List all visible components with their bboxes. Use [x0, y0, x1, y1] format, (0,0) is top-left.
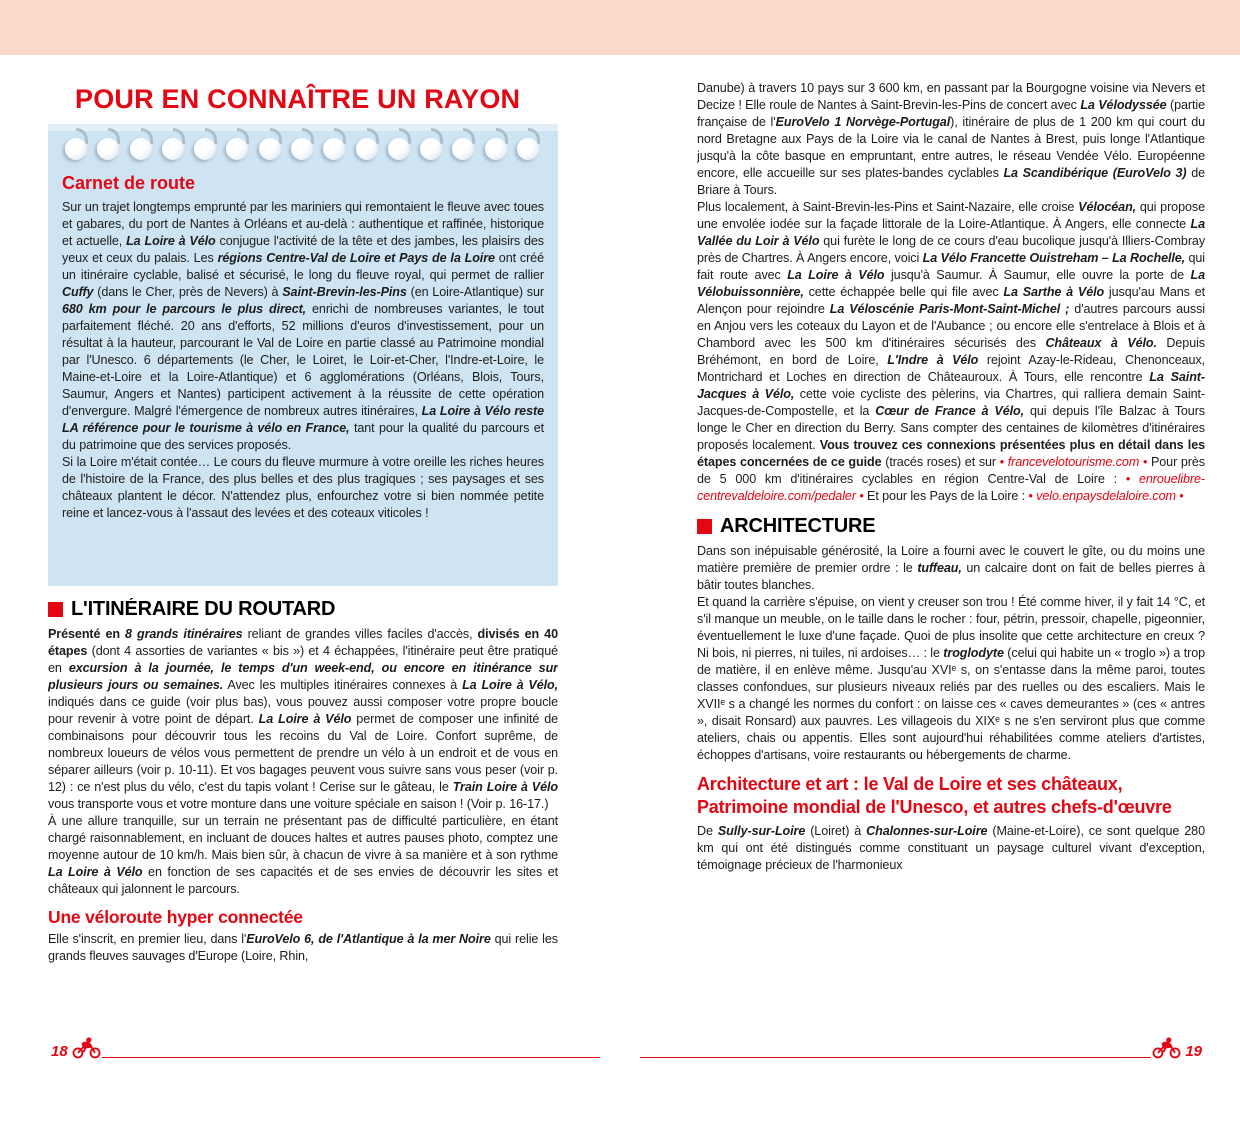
link-url[interactable]: enrouelibre-centrevaldeloire.com/pedaler: [697, 472, 1205, 503]
binder-ring-icon: [96, 127, 122, 167]
footer-rule: [640, 1057, 1151, 1058]
red-square-bullet-icon: [697, 519, 712, 534]
binder-ring-icon: [225, 127, 251, 167]
subsection-heading-architecture-art: Architecture et art : le Val de Loire et ses châteaux, Patrimoine mondial de l'Unesco, et autres chefs-d'œuvre: [697, 774, 1172, 817]
veloroute-continued-paragraph: Danube) à travers 10 pays sur 3 600 km, en passant par la Bourgogne voisine via Nevers et Decize ! Elle roule de Nantes à Saint-Brevin-les-Pins de concert avec La Vélodyssée (partie française de l'EuroVelo 1 Norvège-Portugal), itinéraire de plus de 1 200 km qui court du nord Bretagne aux Pays de la Loire via le canal de Nantes à Brest, puis longe l'Atlantique jusqu'à la côte basque en empruntant, entre autres, le réseau Vendée Vélo. Européenne encore, elle accueille sur ses plates-bandes cyclables La Scandibérique (EuroVelo 3) de Briare à Tours.: [697, 81, 1205, 197]
binder-ring-icon: [129, 127, 155, 167]
link-url[interactable]: francevelotourisme.com: [1007, 455, 1140, 469]
carnet-de-route-box: [48, 124, 558, 586]
subsection-heading-veloroute: Une véloroute hyper connectée: [48, 907, 303, 927]
itineraire-paragraph: À une allure tranquille, sur un terrain ne présentant pas de difficulté particulière, en étant chargé raisonnablement, en incluant de douces haltes et autres pauses photo, comptez une moyenne autour de 10 km/h. Mais bien sûr, à chacun de vivre à sa manière et à son rythme La Loire à Vélo en fonction de ses capacités et de ses envies de découvrir les sites et châteaux qui jalonnent le parcours.: [48, 814, 558, 896]
binder-ring-icon: [258, 127, 284, 167]
spiral-binding: [62, 124, 544, 169]
itineraire-paragraph: Présenté en 8 grands itinéraires reliant de grandes villes faciles d'accès, divisés en 40 étapes (dont 4 assorties de variantes « bis ») et 4 échappées, l'itinéraire peut être pratiqué en excursion à la journée, le temps d'un week-end, ou encore en itinérance sur plusieurs jours ou semaines. Avec les multiples itinéraires connexes à La Loire à Vélo, indiqués dans ce guide (voir plus bas), vous pouvez aussi composer votre propre boucle pour revenir à votre point de départ. La Loire à Vélo permet de composer une infinité de combinaisons pour découvrir tous les recoins du Val de Loire. Confort suprême, de nombreux loueurs de vélos vous permettent de prendre un vélo à un endroit et de vous en séparer ailleurs (voir p. 10-11). Et vos bagages peuvent vous suivre sans vous peser (voir p. 12) : ce n'est plus du vélo, c'est du tapis volant ! Cerise sur le gâteau, le Train Loire à Vélo vous transporte vous et votre monture dans une voiture spéciale en saison ! (Voir p. 16-17.): [48, 627, 558, 811]
veloroute-paragraph: Elle s'inscrit, en premier lieu, dans l'EuroVelo 6, de l'Atlantique à la mer Noire qui relie les grands fleuves sauvages d'Europe (Loire, Rhin,: [48, 932, 558, 963]
red-square-bullet-icon: [48, 602, 63, 617]
section-heading-itineraire: [48, 598, 558, 621]
footer-rule: [102, 1057, 600, 1058]
binder-ring-icon: [419, 127, 445, 167]
binder-ring-icon: [322, 127, 348, 167]
binder-ring-icon: [387, 127, 413, 167]
footer-left: [48, 1036, 600, 1060]
footer-right: [640, 1036, 1205, 1060]
cyclist-icon: [71, 1036, 102, 1059]
carnet-paragraph: Si la Loire m'était contée… Le cours du fleuve murmure à votre oreille les riches heures de l'histoire de la France, des plus belles et des plus tragiques ; ses paysages et ses châteaux plantent le décor. N'attendez plus, enfourchez votre si bien nommée petite reine et lancez-vous à l'assaut des levées et des coteaux viticoles !: [62, 455, 544, 520]
page-number-right: 19: [1185, 1043, 1202, 1060]
binder-ring-icon: [355, 127, 381, 167]
link-url[interactable]: velo.enpaysdelaloire.com: [1036, 489, 1176, 503]
left-column: [48, 598, 558, 1036]
page-title: POUR EN CONNAÎTRE UN RAYON: [75, 84, 521, 114]
binder-ring-icon: [484, 127, 510, 167]
binder-ring-icon: [161, 127, 187, 167]
carnet-heading: Carnet de route: [62, 173, 196, 193]
architecture-art-paragraph: De Sully-sur-Loire (Loiret) à Chalonnes-sur-Loire (Maine-et-Loire), ce sont quelque 280 km qui ont été distingués comme constituant un paysage culturel vivant d'exception, témoignage précieux de l'harmonieux: [697, 824, 1205, 872]
right-column: [697, 80, 1205, 1036]
section-heading-label: ARCHITECTURE: [720, 515, 876, 537]
top-banner: [0, 0, 1240, 55]
architecture-paragraph: Dans son inépuisable générosité, la Loire a fourni avec le couvert le gîte, ou du moins une matière première de premier ordre : le tuffeau, un calcaire dont on fait de belles pierres à bâtir toutes blanches.: [697, 544, 1205, 592]
binder-ring-icon: [193, 127, 219, 167]
carnet-paragraph: Sur un trajet longtemps emprunté par les mariniers qui remontaient le fleuve avec toues et gabares, du port de Nantes à Orléans et au-delà : authentique et raffinée, historique et actuelle, La Loire à Vélo conjugue l'activité de la tête et des jambes, les plaisirs des yeux et ceux du palais. Les régions Centre-Val de Loire et Pays de la Loire ont créé un itinéraire cyclable, balisé et sécurisé, le long du fleuve royal, qui permet de rallier Cuffy (dans le Cher, près de Nevers) à Saint-Brevin-les-Pins (en Loire-Atlantique) sur 680 km pour le parcours le plus direct, enrichi de nombreuses variantes, le tout parfaitement fléché. 20 ans d'efforts, 52 millions d'euros d'investissement, pour un résultat à la hauteur, parcourant le Val de Loire en partie classé au Patrimoine mondial par l'Unesco. 6 départements (le Cher, le Loiret, le Loir-et-Cher, l'Indre-et-Loire, le Maine-et-Loire et la Loire-Atlantique) et 6 agglomérations (Orléans, Blois, Tours, Saumur, Angers et Nantes) participent activement à la réussite de cette opération d'envergure. Malgré l'émergence de nombreux autres itinéraires, La Loire à Vélo reste LA référence pour le tourisme à vélo en France, tant pour la qualité du parcours et du patrimoine que des services proposés.: [62, 200, 545, 452]
page-number-left: 18: [51, 1043, 68, 1060]
binder-ring-icon: [64, 127, 90, 167]
binder-ring-icon: [451, 127, 477, 167]
binder-ring-icon: [290, 127, 316, 167]
architecture-paragraph: Et quand la carrière s'épuise, on vient y creuser son trou ! Été comme hiver, il y fait 14 °C, et s'il manque un meuble, on le taille dans le rocher : four, pétrin, pressoir, chapelle, pigeonnier, éventuellement le luxe d'une façade. Quoi de plus insolite que cette architecture en creux ? Ni bois, ni pierres, ni tuiles, ni ardoises… : le troglodyte (celui qui habite un « troglo ») a trop de matière, il en enlève même. Jusqu'au XVIᵉ s, on s'entasse dans la même paroi, toutes classes confondues, sur plusieurs niveaux reliés par des ruelles ou des escaliers. Mais le XVIIᵉ s a changé les normes du confort : on laisse ces « caves demeurantes » (ces « antres », disait Ronsard) aux pauvres. Les villageois du XIXᵉ s ne s'en serviront plus que comme ateliers, chais ou appentis. Elles sont aujourd'hui réhabilitées comme ateliers d'artistes, échoppes d'artisans, voire restaurants ou hébergements de charme.: [697, 595, 1205, 762]
binder-ring-icon: [516, 127, 542, 167]
section-heading-label: L'ITINÉRAIRE DU ROUTARD: [71, 598, 336, 620]
section-heading-architecture: [697, 515, 1205, 538]
cyclist-icon: [1151, 1036, 1182, 1059]
veloroute-continued-paragraph: Plus localement, à Saint-Brevin-les-Pins et Saint-Nazaire, elle croise Vélocéan, qui propose une envolée iodée sur la façade littorale de la Loire-Atlantique. À Angers, elle connecte La Vallée du Loir à Vélo qui furète le long de ce cours d'eau bucolique jusqu'à Illiers-Combray près de Chartres. À Angers encore, voici La Vélo Francette Ouistreham – La Rochelle, qui fait route avec La Loire à Vélo jusqu'à Saumur. À Saumur, elle ouvre la porte de La Vélobuissonnière, cette échappée belle qui file avec La Sarthe à Vélo jusqu'au Mans et Alençon pour rejoindre La Véloscénie Paris-Mont-Saint-Michel ; d'autres parcours aussi en Anjou vers les coteaux du Layon et de l'Aubance ; ou encore elle s'entrelace à Blois et à Chambord avec les 500 km d'itinéraires sécurisés des Châteaux à Vélo. Depuis Bréhémont, en bord de Loire, L'Indre à Vélo rejoint Azay-le-Rideau, Chenonceaux, Montrichard et Loches en direction de Châteauroux. À Tours, elle rencontre La Saint-Jacques à Vélo, cette voie cycliste des pèlerins, via Chartres, qui ralliera demain Saint-Jacques-de-Compostelle, et la Cœur de France à Vélo, qui depuis l'île Balzac à Tours longe le Cher en direction du Berry. Sans compter des centaines de kilomètres d'itinéraires proposés localement. Vous trouvez ces connexions présentées plus en détail dans les étapes concernées de ce guide (tracés roses) et sur • francevelotourisme.com • Pour près de 5 000 km d'itinéraires cyclables en région Centre-Val de Loire : • enrouelibre-centrevaldeloire.com/pedaler • Et pour les Pays de la Loire : • velo.enpaysdelaloire.com •: [697, 200, 1205, 503]
